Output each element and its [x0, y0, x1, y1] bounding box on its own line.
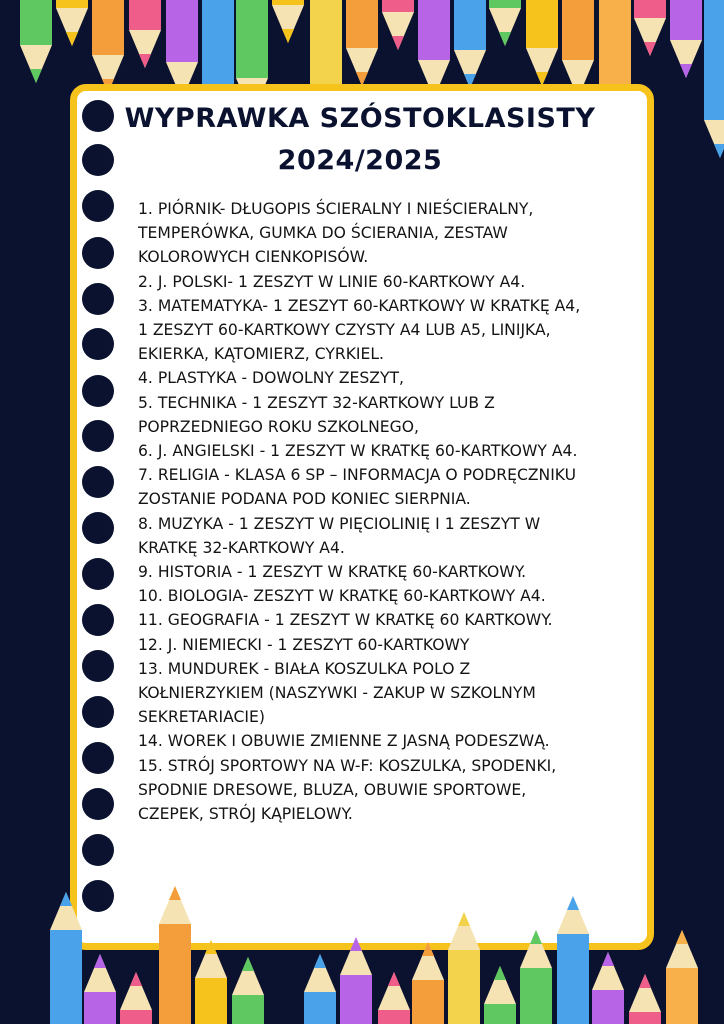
list-line: 4. PLASTYKA - DOWOLNY ZESZYT, [138, 369, 404, 388]
binder-hole [82, 880, 114, 912]
list-line: 15. STRÓJ SPORTOWY NA W-F: KOSZULKA, SPODENKI, [138, 756, 557, 775]
binder-hole [82, 558, 114, 590]
pencil-yellow-2 [272, 0, 304, 43]
title-line-2: 2024/2025 [277, 145, 443, 176]
list-line: 11. GEOGRAFIA - 1 ZESZYT W KRATKĘ 60 KARTKOWY. [138, 611, 553, 630]
list-line: 2. J. POLSKI- 1 ZESZYT W LINIE 60-KARTKOWY A4. [138, 272, 526, 291]
pencil-green-1 [20, 0, 52, 83]
list-line: 6. J. ANGIELSKI - 1 ZESZYT W KRATKĘ 60-KARTKOWY A4. [138, 442, 578, 461]
binder-hole [82, 788, 114, 820]
pencil-purple-3 [670, 0, 702, 78]
pencil-pink-3 [634, 0, 666, 56]
list-line: 5. TECHNIKA - 1 ZESZYT 32-KARTKOWY LUB Z [138, 393, 495, 412]
list-line: 8. MUZYKA - 1 ZESZYT W PIĘCIOLINIĘ I 1 ZESZYT W [138, 514, 541, 533]
pencil-green-3 [489, 0, 521, 46]
list-line: 13. MUNDUREK - BIAŁA KOSZULKA POLO Z [138, 659, 471, 678]
list-line: CZEPEK, STRÓJ KĄPIELOWY. [138, 805, 353, 824]
binder-hole [82, 604, 114, 636]
binder-hole [82, 466, 114, 498]
pencil-blue-2 [454, 0, 486, 88]
binder-hole [82, 834, 114, 866]
pencil-orange-2 [346, 0, 378, 86]
binder-hole [82, 650, 114, 682]
binder-hole [82, 512, 114, 544]
pencil-orange-1 [92, 0, 124, 93]
binder-hole [82, 420, 114, 452]
list-line: SPODNIE DRESOWE, BLUZA, OBUWIE SPORTOWE, [138, 780, 527, 799]
list-line: 10. BIOLOGIA- ZESZYT W KRATKĘ 60-KARTKOWY A4. [138, 587, 546, 606]
binder-hole [82, 742, 114, 774]
list-line: POPRZEDNIEGO ROKU SZKOLNEGO, [138, 417, 419, 436]
page-title [110, 98, 610, 182]
list-line: 1 ZESZYT 60-KARTKOWY CZYSTY A4 LUB A5, LINIJKA, [138, 321, 551, 340]
pencil-pink-1 [129, 0, 161, 68]
list-line: KRATKĘ 32-KARTKOWY A4. [138, 538, 345, 557]
list-line: 3. MATEMATYKA- 1 ZESZYT 60-KARTKOWY W KRATKĘ A4, [138, 296, 581, 315]
list-line: 12. J. NIEMIECKI - 1 ZESZYT 60-KARTKOWY [138, 635, 470, 654]
list-line: 14. WOREK I OBUWIE ZMIENNE Z JASNĄ PODESZWĄ. [138, 732, 550, 751]
binder-hole [82, 375, 114, 407]
supply-list [138, 197, 643, 826]
list-line: 1. PIÓRNIK- DŁUGOPIS ŚCIERALNY I NIEŚCIERALNY, [138, 200, 534, 218]
list-line: ZOSTANIE PODANA POD KONIEC SIERPNIA. [138, 490, 471, 509]
pencil-yellow-4 [526, 0, 558, 86]
pencil-blue-3 [704, 0, 724, 158]
list-line: KOŁNIERZYKIEM (NASZYWKI - ZAKUP W SZKOLNYM [138, 684, 536, 703]
list-line: 9. HISTORIA - 1 ZESZYT W KRATKĘ 60-KARTKOWY. [138, 563, 527, 582]
list-line: 7. RELIGIA - KLASA 6 SP – INFORMACJA O PODRĘCZNIKU [138, 466, 577, 485]
binder-hole [82, 328, 114, 360]
binder-hole [82, 237, 114, 269]
list-line: SEKRETARIACIE) [138, 708, 265, 727]
binder-hole [82, 190, 114, 222]
list-line: KOLOROWYCH CIENKOPISÓW. [138, 248, 369, 267]
binder-hole [82, 696, 114, 728]
list-line: EKIERKA, KĄTOMIERZ, CYRKIEL. [138, 345, 385, 364]
list-line: TEMPERÓWKA, GUMKA DO ŚCIERANIA, ZESTAW [138, 224, 508, 243]
pencil-pink-2 [382, 0, 414, 50]
pencil-yellow-1 [56, 0, 88, 46]
binder-hole [82, 283, 114, 315]
title-line-1: WYPRAWKA SZÓSTOKLASISTY [124, 103, 596, 134]
